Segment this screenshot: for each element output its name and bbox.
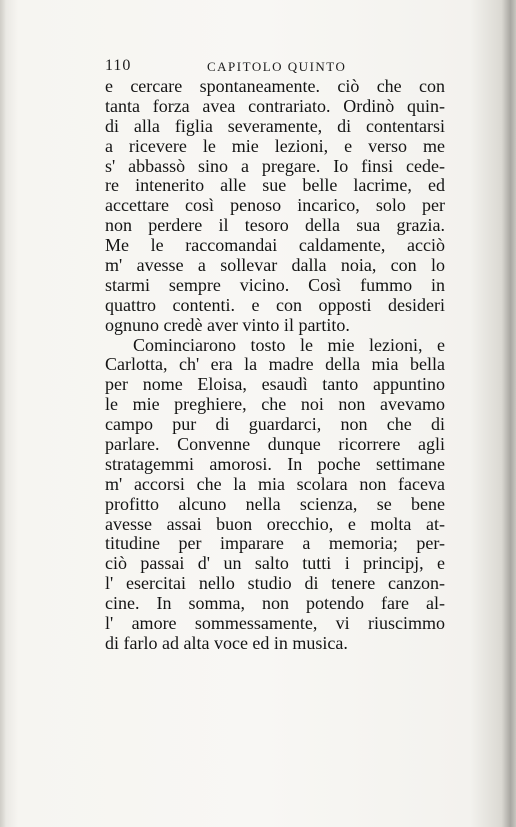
text-line: l' amore sommessamente, vi riuscimmo: [105, 613, 445, 634]
text-line: parlare. Convenne dunque ricorrere agli: [105, 434, 445, 455]
text-line: per nome Eloisa, esaudì tanto appuntino: [105, 374, 445, 395]
text-line: accettare così penoso incarico, solo per: [105, 195, 445, 216]
text-line: stratagemmi amorosi. In poche settimane: [105, 453, 445, 474]
text-line: m' accorsi che la mia scolara non faceva: [105, 473, 445, 494]
page-right-edge: [502, 0, 516, 827]
text-line: cine. In somma, non potendo fare al-: [105, 593, 445, 614]
text-line: re intenerito alle sue belle lacrime, ed: [105, 175, 445, 196]
text-line: titudine per imparare a memoria; per-: [105, 533, 445, 554]
paragraph-1: [105, 77, 445, 336]
text-line: e cercare spontaneamente. ciò che con: [105, 76, 445, 96]
text-line: le mie preghiere, che noi non avevamo: [105, 394, 445, 415]
text-line: Me le raccomandai caldamente, acciò: [105, 235, 445, 256]
text-line: s' abbassò sino a pregare. Io finsi cede-: [105, 155, 445, 176]
text-line: di farlo ad alta voce ed in musica.: [105, 632, 348, 653]
text-line: non perdere il tesoro della sua grazia.: [105, 215, 445, 236]
text-line: campo pur di guardarci, non che di: [105, 414, 445, 435]
text-line: avesse assai buon orecchio, e molta at-: [105, 513, 445, 534]
page-left-shadow: [0, 0, 6, 827]
text-line: starmi sempre vicino. Così fummo in: [105, 274, 445, 295]
text-line: a ricevere le mie lezioni, e verso me: [105, 135, 445, 156]
text-line: Carlotta, ch' era la madre della mia bella: [105, 354, 445, 375]
text-line: tanta forza avea contrariato. Ordinò quin-: [105, 95, 445, 116]
text-line: l' esercitai nello studio di tenere canzon-: [105, 573, 445, 594]
page-number: 110: [105, 57, 132, 74]
text-line: profitto alcuno nella scienza, se bene: [105, 493, 445, 514]
text-line: Cominciarono tosto le mie lezioni, e: [133, 334, 445, 355]
body-text: [105, 77, 445, 654]
text-line: quattro contenti. e con opposti desideri: [105, 294, 445, 315]
text-line: m' avesse a sollevar dalla noia, con lo: [105, 255, 445, 276]
paragraph-2: [105, 336, 445, 654]
text-line: di alla figlia severamente, di contentarsi: [105, 115, 445, 136]
text-line: ognuno credè aver vinto il partito.: [105, 314, 350, 335]
text-line: ciò passai d' un salto tutti i principj, e: [105, 553, 445, 574]
running-head: CAPITOLO QUINTO: [207, 59, 347, 74]
